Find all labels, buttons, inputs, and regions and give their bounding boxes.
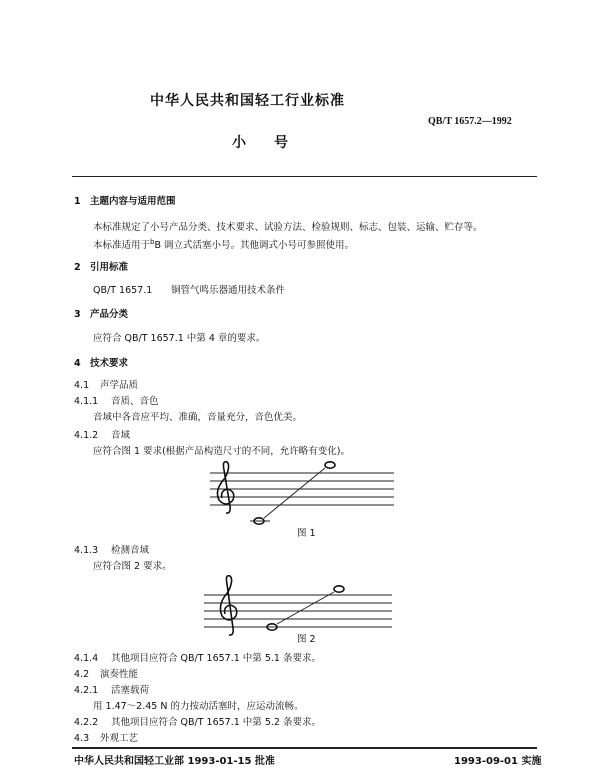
section-1-heading: 主题内容与适用范围 (90, 196, 176, 207)
clause-4-1-1-title: 音质、音色 (111, 396, 159, 407)
section-3-paragraph: 应符合 QB/T 1657.1 中第 4 章的要求。 (93, 333, 266, 344)
approval-line: 中华人民共和国轻工业部 1993-01-15 批准 (74, 756, 275, 767)
figure-1-caption: 图 1 (297, 528, 316, 539)
clause-4-1-3-number: 4.1.3 (74, 545, 99, 556)
clause-4-1-4-number: 4.1.4 (74, 653, 99, 664)
section-3-heading: 产品分类 (90, 309, 129, 320)
section-2-number: 2 (74, 262, 81, 273)
document-title: 小 号 (232, 135, 288, 151)
section-1-paragraph-1: 本标准规定了小号产品分类、技术要求、试验方法、检验规则、标志、包装、运输、贮存等。 (93, 222, 483, 233)
clause-4-2-title: 演奏性能 (100, 669, 139, 680)
clause-4-1-1-number: 4.1.1 (74, 396, 99, 407)
clause-4-1-title: 声学品质 (100, 380, 139, 391)
clause-4-1-2-number: 4.1.2 (74, 430, 99, 441)
section-4-heading: 技术要求 (90, 358, 129, 369)
clause-4-2-1-paragraph: 用 1.47～2.45 N 的力按动活塞时，应运动流畅。 (93, 701, 304, 712)
standard-number: QB/T 1657.2—1992 (428, 116, 512, 127)
clause-4-2-2-text: 其他项目应符合 QB/T 1657.1 中第 5.2 条要求。 (111, 717, 321, 728)
whole-note-icon (334, 586, 344, 592)
clause-4-1-4-text: 其他项目应符合 QB/T 1657.1 中第 5.1 条要求。 (111, 653, 321, 664)
clause-4-2-1-title: 活塞载荷 (111, 685, 150, 696)
footer-rule (72, 747, 537, 749)
section-1-number: 1 (74, 196, 81, 207)
treble-clef-icon (220, 576, 236, 635)
flat-sign: b (150, 238, 155, 246)
implementation-date: 1993-09-01 实施 (454, 756, 542, 767)
section-1-paragraph-2-a: 本标准适用于 (93, 240, 151, 252)
figure-2-caption: 图 2 (297, 634, 316, 645)
reference-number: QB/T 1657.1 (93, 285, 153, 296)
section-1-paragraph-2-b: B 调立式活塞小号。其他调式小号可参照使用。 (154, 240, 355, 252)
clause-4-2-number: 4.2 (74, 669, 90, 680)
clause-4-1-number: 4.1 (74, 380, 90, 391)
section-2-heading: 引用标准 (90, 262, 129, 273)
clause-4-1-2-paragraph: 应符合图 1 要求(根据产品构造尺寸的不同，允许略有变化)。 (93, 446, 350, 457)
clause-4-3-number: 4.3 (74, 733, 90, 744)
clause-4-1-3-title: 检测音域 (111, 545, 150, 556)
clause-4-3-title: 外观工艺 (100, 733, 139, 744)
clause-4-1-2-title: 音域 (111, 430, 131, 441)
clause-4-2-1-number: 4.2.1 (74, 685, 99, 696)
org-title: 中华人民共和国轻工行业标准 (150, 93, 345, 109)
clause-4-1-1-paragraph: 音域中各音应平均、准确，音量充分，音色优美。 (93, 412, 303, 423)
section-4-number: 4 (74, 358, 81, 369)
clause-4-1-3-paragraph: 应符合图 2 要求。 (93, 561, 172, 572)
reference-title: 铜管气鸣乐器通用技术条件 (171, 285, 286, 296)
clause-4-2-2-number: 4.2.2 (74, 717, 99, 728)
section-3-number: 3 (74, 309, 81, 320)
